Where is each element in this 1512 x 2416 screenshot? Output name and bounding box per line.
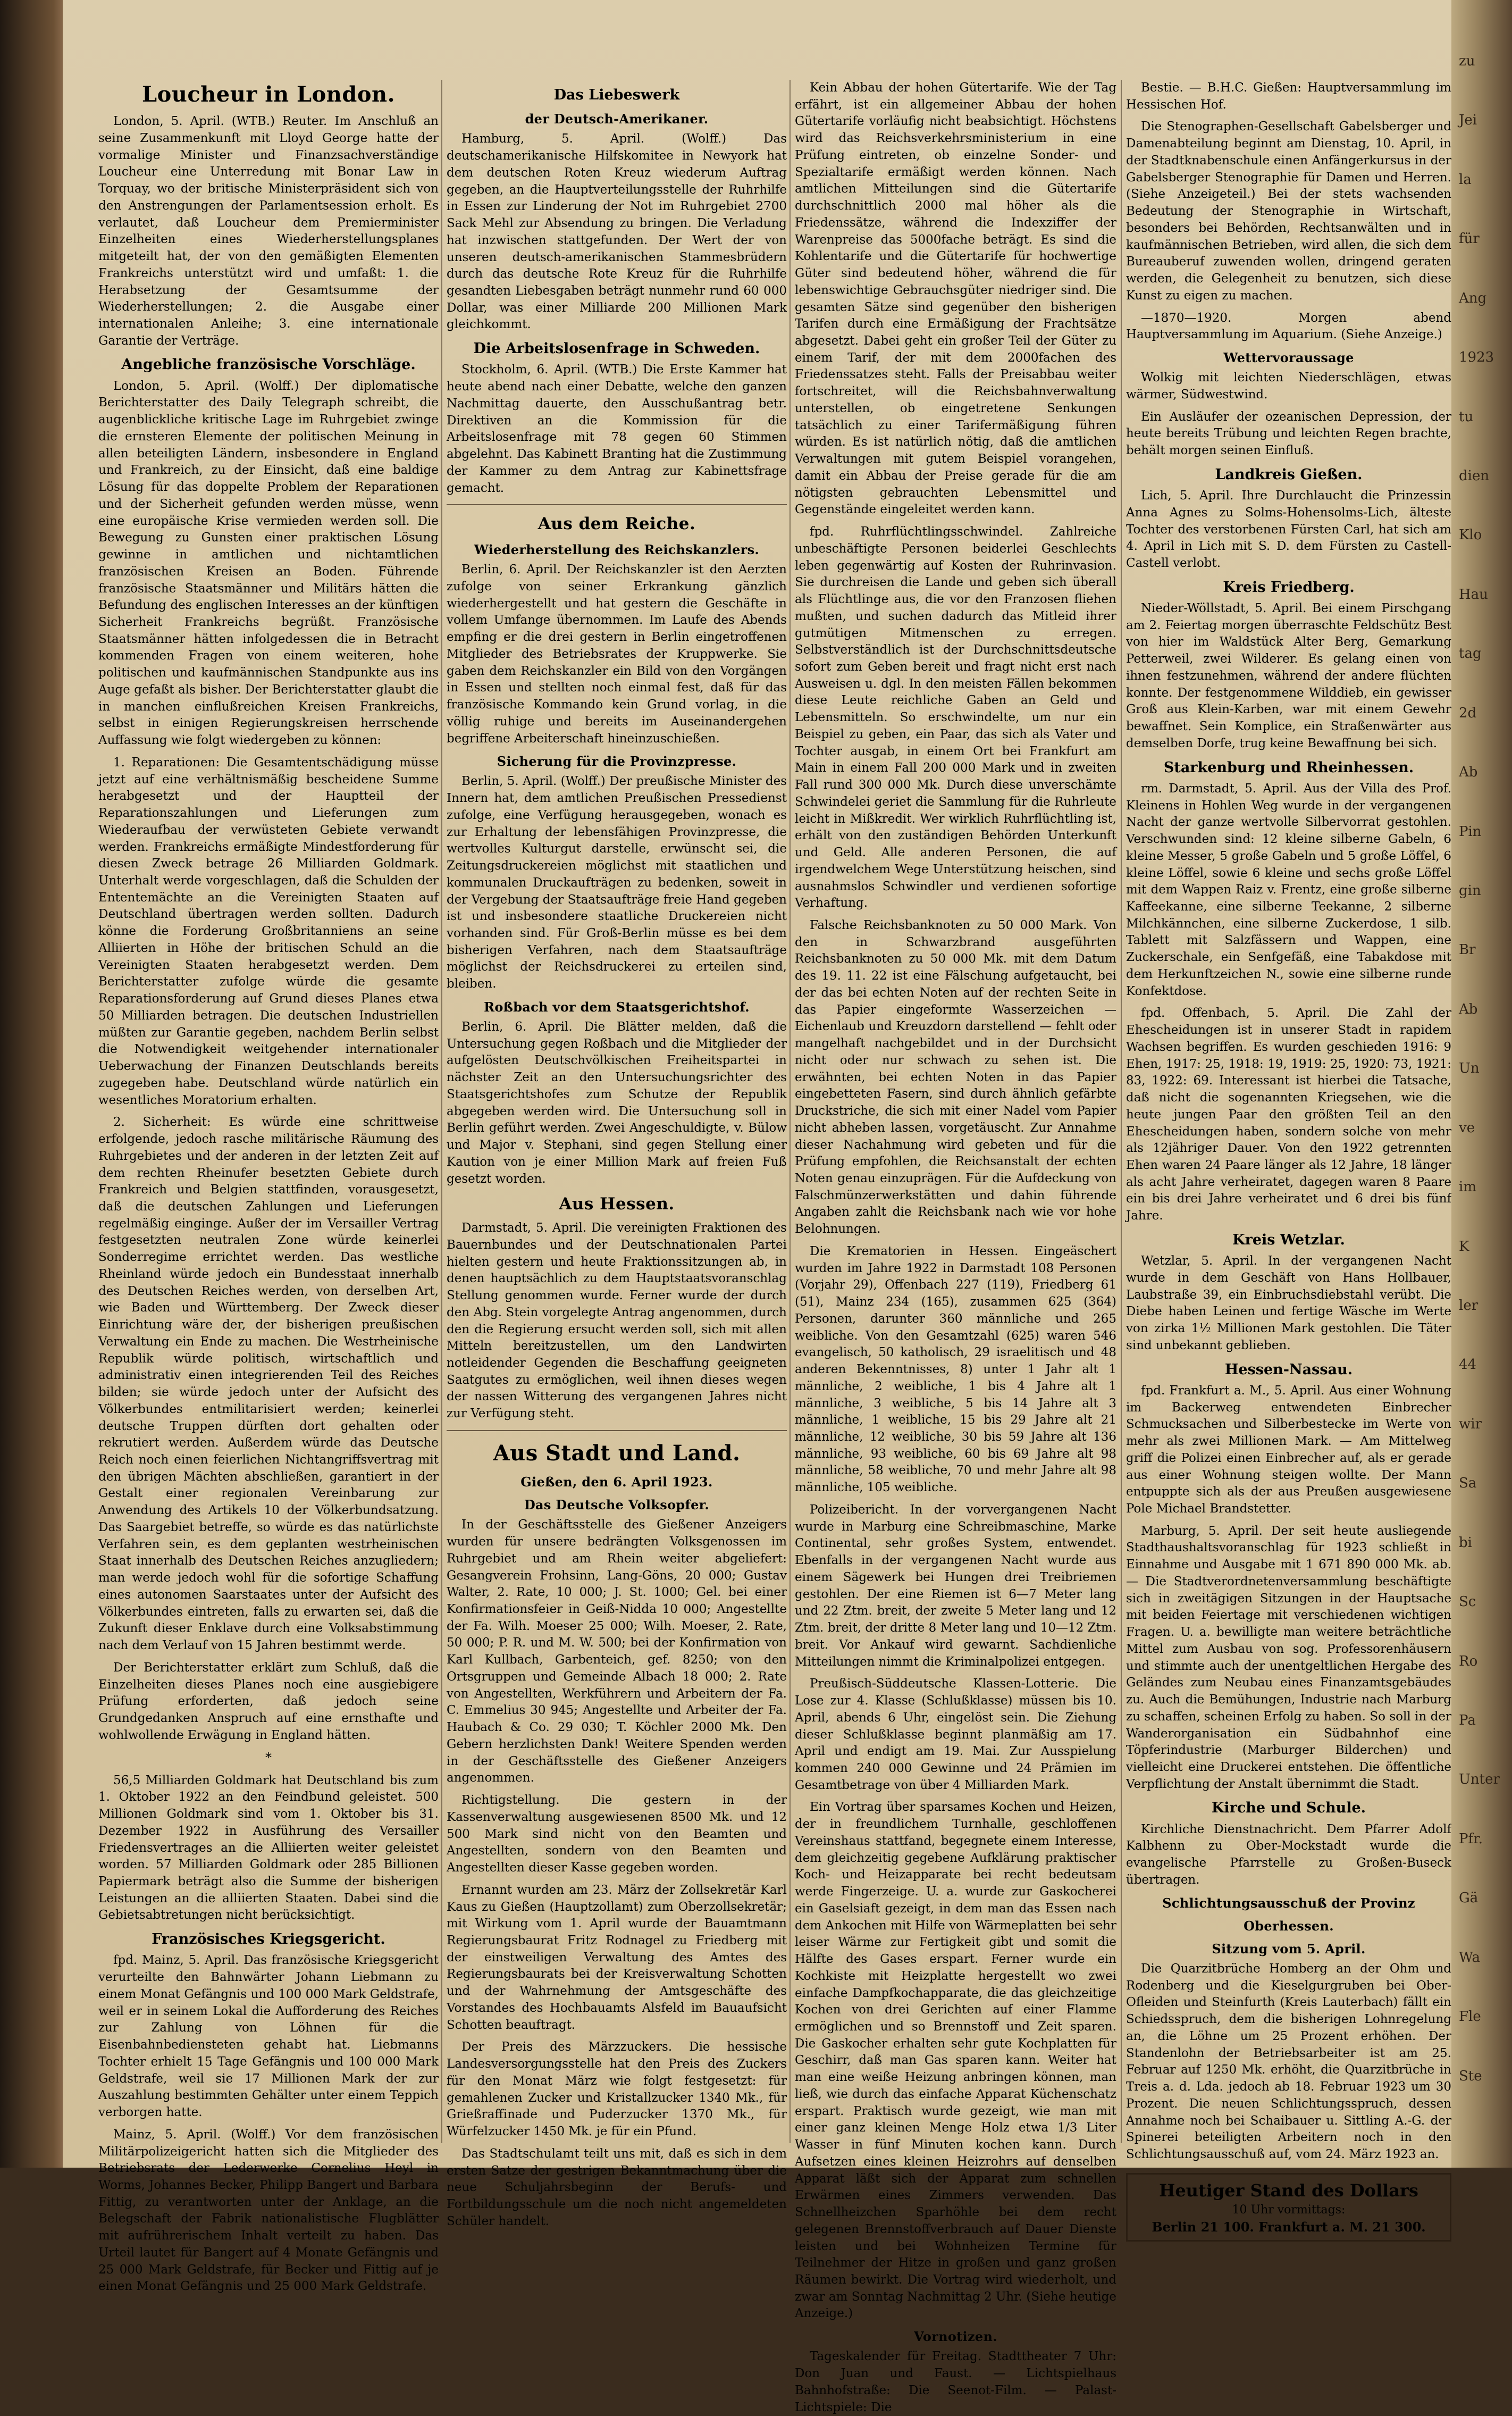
subheadline: Sicherung für die Provinzpresse. [497,754,737,770]
article-paragraph: fpd. Offenbach, 5. April. Die Zahl der Ehescheidungen ist in unserer Stadt in rapidem Wachsen begriffen. Es wurden geschieden 1916: 9 Ehen, 1917: 25, 1918: 19, 1919: 25, 1920: 73, 1921: 83, 1922: 69. Interessant ist hierbei die Tatsache, daß nicht die sogenannten Kriegsehen, wie die heute jungen Paar den größten Teil an den Ehescheidungen haben, sondern solche von mehr als 12jähriger Dauer. Von den 1922 getrennten Ehen waren 24 Paare länger als 12 Jahre, 18 länger als acht Jahre verheiratet, dagegen waren 8 Paare ein bis drei Jahre verheiratet und 6 drei bis fünf Jahre. [1126,1006,1451,1223]
article-paragraph: Der Preis des Märzzuckers. Die hessische Landesversorgungsstelle hat den Preis des Zuckers für den Monat März wie folgt festgesetzt: für gemahlenen Zucker und Kristallzucker 1340 Mk., für Grießraffinade und Puderzucker 1370 Mk., für Würfelzucker 1450 Mk. je für ein Pfund. [447,2040,787,2139]
headline: Kreis Wetzlar. [1232,1231,1345,1248]
article-paragraph: Preußisch-Süddeutsche Klassen-Lotterie. Die Lose zur 4. Klasse (Schlußklasse) müssen bis 10. April, abends 6 Uhr, eingelöst sein. Die Ziehung dieser Schlußklasse beginnt planmäßig am 17. April und endigt am 19. Mai. Zur Ausspielung kommen 240 000 Gewinne und 24 Prämien im Gesamtbetrage von über 4 Milliarden Mark. [795,1677,1116,1792]
article-paragraph: fpd. Ruhrflüchtlingsschwindel. Zahlreiche unbeschäftigte Personen beiderlei Geschlechts leben gegenwärtig auf Kosten der Ruhrinvasion. Sie durchreisen die Lande und geben sich überall als Flüchtlinge aus, die vor den Franzosen fliehen mußten, und suchen dadurch das Mitleid ihrer gutmütigen Mitmenschen zu erregen. Selbstverständlich ist der Durchschnittsdeutsche sofort zum Geben bereit und fragt nicht erst nach Ausweisen u. dgl. In den meisten Fällen bekommen diese Leute reichliche Gaben an Geld und Lebensmitteln. So erschwindelte, um nur ein Beispiel zu geben, ein Paar, das sich als Vater und Tochter ausgab, in einem Ort bei Frankfurt am Main in einem Fall 200 000 Mark und in zweiten Fall rund 300 000 Mk. Durch diese unverschämte Schwindelei geriet die Sammlung für die Ruhrleute leicht in Mißkredit. Wer wirklich Ruhrflüchtling ist, erhält von den zuständigen Behörden Unterkunft und Geld. Alle anderen Personen, die auf irgendwelchem Wege Unterstützung heischen, sind ausnahmslos Schwindler und verdienen sofortige Verhaftung. [795,525,1116,910]
edge-text-fragment: bi [1459,1534,1472,1551]
article-paragraph: Richtigstellung. Die gestern in der Kassenverwaltung ausgewiesenen 8500 Mk. und 12 500 Mark sind nicht von den Beamten und Angestellten, sondern von den Beamten und Angestellten dieser Kasse gegeben worden. [447,1793,787,1875]
book-binding [0,0,63,2168]
edge-text-fragment: Unter [1459,1771,1500,1788]
article-paragraph: London, 5. April. (Wolff.) Der diplomatische Berichterstatter des Daily Telegraph schreibt, die augenblickliche kritische Lage im Ruhrgebiet zwinge die ernsteren Elemente der politischen Meinung in allen beteiligten Ländern, insbesondere in England und Frankreich, zu der Einsicht, daß eine baldige Lösung für das doppelte Problem der Reparationen und der Sicherheit gefunden werden müsse, wenn eine europäische Krise vermieden werden soll. Die Bewegung zu Gunsten einer praktischen Lösung gewinne in amtlichen und nichtamtlichen französischen Kreisen an Boden. Führende französische Staatsmänner und Militärs hätten die Befundung des englischen Interesses an der künftigen Sicherheit Frankreichs begrüßt. Französische Staatsmänner hätten infolgedessen die in Betracht kommenden Fragen von einem weiteren, hohe politischen und kaufmännischen Standpunkte aus ins Auge gefaßt als bisher. Der Berichterstatter glaubt die in manchen einflußreichen Kreisen Frankreichs, selbst in einigen Regierungskreisen herrschende Auffassung wie folgt wiedergeben zu können: [98,379,439,748]
edge-text-fragment: ler [1459,1298,1479,1314]
subheadline: Oberhessen. [1244,1918,1334,1934]
edge-text-fragment: 1923 [1459,349,1494,366]
column-4 [1126,80,1451,2235]
article-paragraph: Lich, 5. April. Ihre Durchlaucht die Prinzessin Anna Agnes zu Solms-Hohensolms-Lich, älteste Tochter des verstorbenen Fürsten Carl, hat sich am 4. April in Lich mit S. D. dem Fürsten zu Castell-Castell verlobt. [1126,489,1451,570]
edge-text-fragment: la [1459,171,1472,188]
article-paragraph: Kirchliche Dienstnachricht. Dem Pfarrer Adolf Kalbhenn zu Ober-Mockstadt wurde die evangelische Pfarrstelle zu Großen-Buseck übertragen. [1126,1822,1451,1887]
edge-text-fragment: für [1459,231,1480,247]
edge-text-fragment: Ab [1459,764,1478,781]
article-paragraph: Nieder-Wöllstadt, 5. April. Bei einem Pirschgang am 2. Feiertag morgen überraschte Feldschütz Best von hier im Waldstück Alter Berg, Gemarkung Petterweil, zwei Wilderer. Es gelang einen von ihnen festzunehmen, während der andere flüchten konnte. Der festgenommene Wilddieb, ein gewisser Groß aus Klein-Karben, war mit einem Gewehr bewaffnet. Sein Komplice, ein Straßenwärter aus demselben Dorfe, trug keine Bewaffnung bei sich. [1126,601,1451,750]
column-1 [98,80,439,2294]
article-paragraph: Wolkig mit leichten Niederschlägen, etwas wärmer, Südwestwind. [1126,371,1451,402]
subheadline: Wettervoraussage [1223,350,1354,366]
subheadline: Sitzung vom 5. April. [1212,1941,1366,1957]
dollar-rate-title: Heutiger Stand des Dollars [1159,2180,1418,2201]
headline: Starkenburg und Rheinhessen. [1163,759,1414,776]
column-rule [1121,80,1122,2143]
headline: Das Liebeswerk [553,87,680,103]
edge-text-fragment: dien [1459,468,1490,484]
headline: Kreis Friedberg. [1223,579,1355,596]
article-paragraph: Stockholm, 6. April. (WTB.) Die Erste Kammer hat heute abend nach einer Debatte, welche den ganzen Nachmittag dauerte, den Ausschußantrag betr. Direktiven an die Kommission für die Arbeitslosenfrage mit 78 gegen 60 Stimmen abgelehnt. Das Kabinett Branting hat die Zustimmung der Kammer zu dem Antrag zur Kabinettsfrage gemacht. [447,363,787,495]
edge-text-fragment: Pfr. [1459,1830,1483,1847]
article-paragraph: Berlin, 5. April. (Wolff.) Der preußische Minister des Innern hat, dem amtlichen Preußischen Pressedienst zufolge, eine Verfügung herausgegeben, wonach es zur Erhaltung der lebensfähigen Provinzpresse, die wertvolles Kulturgut darstelle, erwünscht sei, die Zeitungsdruckereien möglichst mit staatlichen und kommunalen Druckaufträgen zu bedenken, soweit in der Vergebung der Staatsaufträge freie Hand gegeben ist und insbesondere staatliche Druckereien nicht vorhanden sind. Für Groß-Berlin müsse es bei dem bisherigen Verfahren, nach dem Staatsaufträge möglichst der Reichsdruckerei zu erteilen sind, bleiben. [447,774,787,991]
edge-text-fragment: Gä [1459,1890,1479,1907]
edge-text-fragment: Wa [1459,1949,1480,1966]
article-paragraph: —1870—1920. Morgen abend Hauptversammlung im Aquarium. (Siehe Anzeige.) [1126,311,1451,342]
edge-text-fragment: wir [1459,1416,1482,1432]
section-title: Aus Stadt und Land. [493,1440,741,1466]
article-paragraph: Die Stenographen-Gesellschaft Gabelsberger und Damenabteilung beginnt am Dienstag, 10. April, in der Stadtknabenschule einen Anfängerkursus in der Gabelsberger Stenographie für Damen und Herren. (Siehe Anzeigeteil.) Bei der stets wachsenden Bedeutung der Stenographie in Wirtschaft, besonders bei Behörden, Rechtsanwälten und in kaufmännischen Betrieben, wird allen, die sich dem Bureauberuf zuwenden wollen, dringend geraten werden, die Gelegenheit zu benutzen, sich diese Kunst zu eigen zu machen. [1126,120,1451,303]
article-paragraph: Der Berichterstatter erklärt zum Schluß, daß die Einzelheiten dieses Planes noch eine ausgiebigere Prüfung erforderten, daß jedoch seine Grundgedanken Anspruch auf eine ernsthafte und wohlwollende Erwägung in England hätten. [98,1660,439,1742]
edge-text-fragment: Ste [1459,2068,1482,2084]
section-divider [447,1430,787,1431]
article-paragraph: Berlin, 6. April. Der Reichskanzler ist den Aerzten zufolge von seiner Erkrankung gänzlich wiederhergestellt und hat gestern die Geschäfte in vollem Umfange übernommen. Im Laufe des Abends empfing er die drei gestern in Berlin eingetroffenen Mitglieder des Betriebsrates der Kruppwerke. Sie gaben dem Reichskanzler ein Bild von den Vorgängen in Essen und stellten noch einmal fest, daß für das französische Kommando kein Grund vorlag, in die völlig ruhige und bereits im Auseinandergehen begriffene Arbeiterschaft hineinzuschießen. [447,563,787,746]
article-paragraph: Wetzlar, 5. April. In der vergangenen Nacht wurde in dem Geschäft von Hans Hollbauer, Laubstraße 39, ein Einbruchsdiebstahl verübt. Die Diebe haben Leinen und fertige Wäsche im Werte von zirka 1½ Millionen Mark gestohlen. Die Täter sind unbekannt geblieben. [1126,1254,1451,1352]
edge-text-fragment: Ang [1459,290,1487,306]
edge-text-fragment: Ab [1459,1001,1478,1017]
subheadline: der Deutsch-Amerikaner. [525,111,709,127]
article-paragraph: Falsche Reichsbanknoten zu 50 000 Mark. Von den in Schwarzbrand ausgeführten Reichsbanknoten zu 50 000 Mk. mit dem Datum des 19. 11. 22 ist eine Fälschung aufgetaucht, bei der das bei echten Noten auf der rechten Seite in das Papier eingeformte Wasserzeichen — Eichenlaub und Kreuzdorn darstellend — fehlt oder mangelhaft nachgebildet und in der Durchsicht nicht oder nur schwach zu sehen ist. Die erwähnten, bei echten Noten in das Papier eingebetteten Fasern, sind durch ähnlich gefärbte Druckstriche, die sich mit einer Nadel vom Papier nicht abheben lassen, vorgetäuscht. Zur Annahme dieser Nachahmung wird gebeten und für die Prüfung empfohlen, die Reichsanstalt der echten Noten genau einzuprägen. Für die Aufdeckung von Falschmünzerwerkstätten und dahin führende Angaben zahlt die Reichsbank nach wie vor hohe Belohnungen. [795,918,1116,1236]
edge-text-fragment: Pin [1459,823,1482,840]
section-divider [447,504,787,505]
dateline: Gießen, den 6. April 1923. [520,1474,713,1490]
column-rule [789,80,791,2143]
edge-text-fragment: zu [1459,53,1475,69]
article-paragraph: fpd. Frankfurt a. M., 5. April. Aus einer Wohnung im Backerweg entwendeten Einbrecher Schmucksachen und Silberbestecke im Werte von mehr als zwei Millionen Mark. — Am Mittelweg griff die Polizei einen Einbrecher auf, als er gerade aus einer Wohnung steigen wollte. Der Mann entpuppte sich als der aus Preußen ausgewiesene Pole Michael Brandstetter. [1126,1383,1451,1516]
article-paragraph: fpd. Mainz, 5. April. Das französische Kriegsgericht verurteilte den Bahnwärter Johann Liebmann zu einem Monat Gefängnis und 100 000 Mark Geldstrafe, weil er in seinem Lokal die Aufforderung des Reiches zur Zahlung von Löhnen für die Eisenbahnbediensteten gehabt hat. Liebmanns Tochter erhielt 15 Tage Gefängnis und 100 000 Mark Geldstrafe, weil sie 17 Millionen Mark der zur Auszahlung bestimmten Gehälter unter einem Teppich verborgen hatte. [98,1953,439,2120]
edge-text-fragment: Pa [1459,1712,1476,1728]
edge-text-fragment: Sc [1459,1594,1476,1610]
edge-text-fragment: Klo [1459,527,1482,544]
headline: Kirche und Schule. [1211,1800,1366,1817]
edge-text-fragment: Br [1459,942,1476,958]
subheadline: Schlichtungsausschuß der Provinz [1162,1895,1415,1911]
article-paragraph: Marburg, 5. April. Der seit heute ausliegende Stadthaushaltsvoranschlag für 1923 schließt in Einnahme und Ausgabe mit 1 671 890 000 Mk. ab. — Die Stadtverordnetenversammlung beschäftigte sich in zweitägigen Sitzungen in der Hauptsache mit beiden Feiertage mit verschiedenen wichtigen Fragen. U. a. bewilligte man weitere beträchtliche Mittel zum Ausbau von sog. Professorenhäusern und stimmte auch der unentgeltlichen Hergabe des Geländes zum Neubau eines Finanzamtsgebäudes zu. Auch die Bemühungen, Industrie nach Marburg zu schaffen, scheinen Erfolg zu haben. So soll in der Wanderorganisation ein Südbahnhof eine Töpferindustrie (Marburger Bilderchen) und vielleicht eine Druckerei entstehen. Die öffentliche Verpflichtung der Anstalt übernimmt die Stadt. [1126,1524,1451,1791]
edge-text-fragment: ve [1459,1119,1475,1136]
article-paragraph: 2. Sicherheit: Es würde eine schrittweise erfolgende, jedoch rasche militärische Räumung des Ruhrgebietes und der anderen in der letzten Zeit auf dem rechten Rheinufer besetzten Gebiete durch Frankreich und Belgien stattfinden, vorausgesetzt, daß die deutschen Zahlungen und Lieferungen regelmäßig einginge. Außer der im Versailler Vertrag festgesetzten neutralen Zone würde keinerlei Sonderregime errichtet werden. Das westliche Rheinland würde jedoch ein Bundesstaat innerhalb des Deutschen Reiches werden, von derselben Art, wie Baden und Württemberg. Der Zweck dieser Einrichtung wäre der, der bisherigen preußischen Verwaltung ein Ende zu machen. Die Westrheinische Republik würde politisch, wirtschaftlich und administrativ einen integrierenden Teil des Reiches bilden; sie würde jedoch unter der Aufsicht des Völkerbundes entmilitarisiert werden; keinerlei deutsche Truppen dürften dort gehalten oder rekrutiert werden. Außerdem würde das Deutsche Reich noch einen feierlichen Nichtangriffsvertrag mit den übrigen Mächten abschließen, garantiert in der Gestalt einer regionalen Vereinbarung zur Anwendung des Artikels 10 der Völkerbundsatzung. Das Saargebiet betreffe, so würde es das natürlichste Verfahren sein, es dem geplanten westrheinischen Staat innerhalb des Deutschen Reiches anzugliedern; man werde jedoch wohl für die sofortige Schaffung eines autonomen Saarstaates unter der Aufsicht des Völkerbundes eintreten, falls zu erwarten sei, daß die Zukunft dieser Enklave durch eine Volksabstimmung nach dem Verlauf von 15 Jahren bestimmt werde. [98,1115,439,1653]
column-rule [441,80,442,2143]
headline: Landkreis Gießen. [1215,466,1363,483]
edge-text-fragment: 2d [1459,705,1477,721]
article-paragraph: In der Geschäftsstelle des Gießener Anzeigers wurden für unsere bedrängten Volksgenossen im Ruhrgebiet und am Rhein weiter abgeliefert: Gesangverein Frohsinn, Lang-Göns, 20 000; Gustav Walter, 2. Rate, 10 000; J. St. 1000; Gel. bei einer Konfirmationsfeier in Geiß-Nidda 10 000; Angestellte der Fa. Wilh. Moeser 25 000; Wilh. Moeser, 2. Rate, 50 000; P. R. und M. W. 500; bei der Konfirmation von Karl Kullbach, Garbenteich, gef. 8250; von den Ortsgruppen und Gemeinde Albach 18 000; 2. Rate von Angestellten, Werkführern und Arbeitern der Fa. C. Emmelius 30 945; Angestellte und Arbeiter der Fa. Haubach & Co. 29 030; T. Köchler 2000 Mk. Den Gebern herzlichsten Dank! Weitere Spenden werden in der Geschäftsstelle des Gießener Anzeigers angenommen. [447,1518,787,1785]
headline: Loucheur in London. [141,82,396,107]
article-paragraph: Ein Ausläufer der ozeanischen Depression, der heute bereits Trübung und leichten Regen brachte, behält morgen seinen Einfluß. [1126,409,1451,458]
article-paragraph: Polizeibericht. In der vorvergangenen Nacht wurde in Marburg eine Schreibmaschine, Marke Continental, sehr großes System, entwendet. Ebenfalls in der vergangenen Nacht wurde aus einem Sägewerk bei Hungen drei Treibriemen gestohlen. Der eine Riemen ist 6—7 Meter lang und 22 Ztm. breit, der zweite 5 Meter lang und 12 Ztm. breit, der dritte 8 Meter lang und 10—12 Ztm. breit. Vor Ankauf wird gewarnt. Sachdienliche Mitteilungen nimmt die Kriminalpolizei entgegen. [795,1502,1116,1669]
headline: Die Arbeitslosenfrage in Schweden. [473,340,760,357]
dollar-rate-values: Berlin 21 100. Frankfurt a. M. 21 300. [1152,2219,1426,2235]
article-paragraph: London, 5. April. (WTB.) Reuter. Im Anschluß an seine Zusammenkunft mit Lloyd George hatte der vormalige Minister und Finanzsachverständige Loucheur eine Unterredung mit Bonar Law in Torquay, wo der britische Ministerpräsident sich von den Anstrengungen der Parlamentsession erholt. Es verlautet, daß Loucheur dem Premierminister Einzelheiten eines Wiederherstellungsplanes mitgeteilt hat, der von den gemäßigten Elementen Frankreichs unterstützt wird und umfaßt: 1. die Herabsetzung der Gesamtsumme der Wiederherstellungen; 2. die Ausgabe einer internationalen Anleihe; 3. eine internationale Garantie der Verträge. [98,114,439,348]
headline: Französisches Kriegsgericht. [152,1931,385,1948]
edge-text-fragment: Ro [1459,1653,1478,1669]
edge-text-fragment: K [1459,1238,1469,1255]
dollar-rate-time: 10 Uhr vormittags: [1232,2203,1346,2217]
article-paragraph: 1. Reparationen: Die Gesamtentschädigung müsse jetzt auf eine verhältnismäßig bescheidene Summe herabgesetzt und der Hauptteil der Reparationszahlungen und Lieferungen zum Wiederaufbau der verwüsteten Gebiete verwandt werden. Frankreichs ermäßigte Mindestforderung für diesen Zweck betrage 26 Milliarden Goldmark. Unterhalt werde vorgeschlagen, daß die Schulden der Ententemächte an die Vereinigten Staaten auf Deutschland übertragen werden sollten. Dadurch könne die Forderung Großbritanniens an seine Alliierten in Höhe der britischen Schuld an die Vereinigten Staaten herabgesetzt werden. Dem Berichterstatter zufolge würde die gesamte Reparationsforderung auf Grund dieses Planes etwa 50 Milliarden betragen. Die deutschen Industriellen müßten zur Garantie gegeben, nachdem Berlin selbst die Notwendigkeit weitgehender internationaler Ueberwachung der Finanzen Deutschlands bereits zugegeben habe. Deutschland würde natürlich ein wesentliches Moratorium erhalten. [98,755,439,1107]
subheadline: Vornotizen. [914,2329,997,2345]
section-title: Aus Hessen. [559,1194,675,1214]
headline: Hessen-Nassau. [1224,1361,1353,1378]
article-paragraph: Das Stadtschulamt teilt uns mit, daß es sich in dem ersten Satze der gestrigen Bekanntmachung über die neue Schuljahrsbeginn der Berufs- und Fortbildungsschule um die noch nicht angemeldeten Schüler handelt. [447,2146,787,2228]
article-paragraph: Bestie. — B.H.C. Gießen: Hauptversammlung im Hessischen Hof. [1126,81,1451,112]
edge-text-fragment: Un [1459,1060,1480,1077]
subheadline: Roßbach vor dem Staatsgerichtshof. [484,999,750,1015]
edge-text-fragment: gin [1459,883,1481,899]
article-paragraph: Tageskalender für Freitag. Stadttheater 7 Uhr: Don Juan und Faust. — Lichtspielhaus Bahnhofstraße: Die Seenot-Film. — Palast-Lichtspiele: Die [795,2350,1116,2414]
article-paragraph: Darmstadt, 5. April. Die vereinigten Fraktionen des Bauernbundes und der Deutschnationalen Partei hielten gestern und heute Fraktionssitzungen ab, in denen hauptsächlich zu dem Hauptstaatsvoranschlag Stellung genommen wurde. Ferner wurde der durch den Abg. Stein vorgelegte Antrag angenommen, durch den die Regierung ersucht werden soll, sich mit allen Mitteln bereitzustellen, um den Landwirten notleidender Gegenden die Beschaffung geeigneten Saatgutes zu ermöglichen, weil ihnen dieses wegen der nassen Witterung des vergangenen Jahres nicht zur Verfügung steht. [447,1221,787,1421]
column-2 [447,80,787,2228]
article-paragraph: 56,5 Milliarden Goldmark hat Deutschland bis zum 1. Oktober 1922 an den Feindbund geleistet. 500 Millionen Goldmark sind vom 1. Oktober bis 31. Dezember 1922 in Ausführung des Versailler Friedensvertrages an die Alliierten weiter geleistet worden. 57 Milliarden Goldmark oder 285 Billionen Papiermark beträgt also die Summe der bisherigen Leistungen an die alliierten Staaten. Dabei sind die Gebietsabtretungen nicht berücksichtigt. [98,1773,439,1922]
edge-text-fragment: tu [1459,408,1474,425]
edge-text-fragment: Sa [1459,1475,1477,1492]
edge-text-fragment: Jei [1459,112,1477,129]
edge-text-fragment: 44 [1459,1357,1477,1373]
edge-text-fragment: tag [1459,646,1482,662]
edge-text-fragment: Hau [1459,586,1488,603]
article-paragraph: Ein Vortrag über sparsames Kochen und Heizen, der in freundlichem Turnhalle, geschloffenen Vereinshaus stattfand, begegnete einem Interesse, dem gleichzeitig gegebene Aufklärung praktischer Koch- und Heizapparate bei recht bedeutsam werde Fingerzeige. U. a. wurde zur Gaskocherei ein Gaselsiaft gezeigt, in dem man das Essen nach dem Ankochen mit Hilfe von Wärmeplatten bei sehr leiser Wärme zur Fertigkeit gibt und somit die Hälfte des Gases erspart. Ferner wurde ein Kochkiste mit Heizplatte hergestellt wo zwei einfache Dampfkochapparate, die das gleichzeitige Kochen von drei Gerichten auf einer Flamme ermöglichen und so Brennstoff und Zeit sparen. Die Gaskocher erhalten sehr gute Kochplatten für Geschirr, daß man Gas sparen kann. Weiter hat man eine weiße Heizung anbringen können, man ließ, wie durch das einfache Apparat Küchenschatz erspart. Praktisch wurde gezeigt, wie man mit einer ganz kleinen Menge Holz etwa 1/3 Liter Wasser in fünf Minuten kochen kann. Durch Aufsetzen eines kleinen Heizrohrs auf denselben Apparat läßt sich der Apparat zum schnellen Erwärmen eines Zimmers verwenden. Das Schnellheizchen Sparhöhle bei dem recht gelegenen Brennstoffverbrauch auf Dauer Dienste leisten und bei Wohnheizen Termine für Teilnehmer der Hitze in großen und ganz großen Räumen bewirkt. Die Vortrag wird wiederholt, und zwar am Sonntag Nachmittag 2 Uhr. (Siehe heutige Anzeige.) [795,1800,1116,2321]
edge-text-fragment: im [1459,1179,1476,1196]
article-paragraph: Hamburg, 5. April. (Wolff.) Das deutschamerikanische Hilfskomitee in Newyork hat dem deutschen Roten Kreuz wiederum Auftrag gegeben, an die Hauptverteilungsstelle der Ruhrhilfe in Essen zur Linderung der Not im Ruhrgebiet 2700 Sack Mehl zur Absendung zu bringen. Die Verladung hat inzwischen stattgefunden. Der Wert der von unseren deutsch-amerikanischen Stammesbrüdern durch das deutsche Rote Kreuz für die Ruhrhilfe gesandten Liebesgaben beträgt nunmehr rund 60 000 Dollar, was einer Milliarde 200 Millionen Mark gleichkommt. [447,132,787,332]
subheadline: Wiederherstellung des Reichskanzlers. [474,542,760,558]
article-paragraph: Kein Abbau der hohen Gütertarife. Wie der Tag erfährt, ist ein allgemeiner Abbau der hohen Gütertarife vorläufig nicht beabsichtigt. Höchstens wird das Reichsverkehrsministerium in eine Prüfung eintreten, ob einzelne Sonder- und Spezialtarife ermäßigt werden können. Nach amtlichen Mitteilungen sind die Gütertarife durchschnittlich 2000 mal höher als die Friedenssätze, während die Indexziffer der Warenpreise das 5000fache beträgt. Es sind die Kohlentarife und die Gütertarife für hochwertige Güter sind bedeutend höher, während die für lebenswichtige Gebrauchsgüter niedriger sind. Die gesamten Sätze sind gegenüber den bisherigen Tarifen durch eine Ermäßigung der Frachtsätze abgesetzt. Dabei geht ein großer Teil der Güter zu einem Tarif, der mit dem 2000fachen des Friedenssatzes steht. Falls der Preisabbau weiter fortschreitet, will die Reichsbahnverwaltung unterstellen, ob eingetretene Senkungen tatsächlich zu einer Tarifermäßigung führen würden. Es ist natürlich nötig, daß die amtlichen Verwaltungen mit gutem Beispiel vorangehen, damit ein Abbau der Preise gerade für die am nötigsten gebrauchten Lebensmittel und Gegenstände eingeleitet werden kann. [795,81,1116,517]
article-paragraph: Die Krematorien in Hessen. Eingeäschert wurden im Jahre 1922 in Darmstadt 108 Personen (Vorjahr 29), Offenbach 227 (119), Friedberg 61 (51), Mainz 234 (165), zusammen 625 (364) Personen, darunter 360 männliche und 265 weibliche. Von den Gesamtzahl (625) waren 546 evangelisch, 50 katholisch, 29 israelitisch und 48 anderen Bekenntnisses, 8) unter 1 Jahr alt 1 männliche, 2 weibliche, 1 bis 4 Jahre alt 1 männliche, 3 weibliche, 5 bis 14 Jahre alt 3 männliche, 1 weibliche, 15 bis 29 Jahre alt 21 männliche, 12 weibliche, 30 bis 59 Jahre alt 136 männliche, 93 weibliche, 60 bis 69 Jahre alt 98 männliche, 58 weibliche, 70 und mehr Jahre alt 98 männliche, 105 weibliche. [795,1244,1116,1495]
article-paragraph: Die Quarzitbrüche Homberg an der Ohm und Rodenberg und die Kieselgurgruben bei Ober-Ofleiden und Steinfurth (Kreis Lauterbach) fällt ein Schiedsspruch, dem die bisherigen Lohnregelung an, die Löhne um 25 Prozent erhöhen. Der Standenlohn der Betriebsarbeiter ist am 25. Februar auf 1250 Mk. erhöht, die Quarzitbrüche in Treis a. d. Lda. jedoch ab 18. Februar 1923 um 30 Prozent. Die neuen Schlichtungsspruch, dessen Annahme noch bei Schaibauer u. Sittling A.-G. der Spinerei beteiligten Arbeitern noch in den Schlichtungsausschuß auf, vom 24. März 1923 an. [1126,1961,1451,2162]
article-paragraph: rm. Darmstadt, 5. April. Aus der Villa des Prof. Kleinens in Hohlen Weg wurde in der vergangenen Nacht der ganze wertvolle Silbervorrat gestohlen. Verschwunden sind: 12 kleine silberne Gabeln, 6 kleine Messer, 5 große Gabeln und 5 große Löffel, 6 kleine Löffel, sowie 6 kleine und sechs große Löffel mit dem Wappen Raiz v. Frentz, eine große silberne Kaffeekanne, eine silberne Teekanne, 2 silberne Milchkännchen, eine silberne Zuckerdose, 1 silb. Tablett mit Salzfässern und Wappen, eine Zuckerschale, ein Senfgefäß, eine Tabakdose mit dem Herkunftzeichen N., sowie eine silberne runde Konfektdose. [1126,781,1451,998]
article-paragraph: Berlin, 6. April. Die Blätter melden, daß die Untersuchung gegen Roßbach und die Mitglieder der aufgelösten Deutschvölkischen Freiheitspartei in nächster Zeit an den Untersuchungsrichter des Staatsgerichtshofes zum Schutze der Republik abgegeben werden wird. Die Untersuchung soll in Berlin geführt werden. Zwei Angeschuldigte, v. Bülow und Major v. Stephani, sind gegen Stellung einer Kaution von je einer Million Mark auf freien Fuß gesetzt worden. [447,1020,787,1186]
article-paragraph: Mainz, 5. April. (Wolff.) Vor dem französischen Militärpolizeigericht hatten sich die Mitglieder des Betriebsrats der Lederwerke Cornelius Heyl in Worms, Johannes Becker, Philipp Bangert und Barbara Fittig, zu verantworten unter der Anklage, an die Belegschaft der Fabrik nationalistische Flugblätter mit aufrührerischem Inhalt verteilt zu haben. Das Urteil lautet für Bangert auf 4 Monate Gefängnis und 25 000 Mark Geldstrafe, für Becker und Fittig auf je einen Monat Gefängnis und 25 000 Mark Geldstrafe. [98,2127,439,2294]
section-title: Aus dem Reiche. [537,514,696,534]
subheadline: Das Deutsche Volksopfer. [524,1497,710,1513]
headline: Angebliche französische Vorschläge. [121,356,416,373]
column-3 [795,80,1116,2414]
asterisk-divider: * [265,1750,272,1766]
article-paragraph: Ernannt wurden am 23. März der Zollsekretär Karl Kaus zu Gießen (Hauptzollamt) zum Oberzollsekretär; mit Wirkung vom 1. April wurde der Bauamtmann Regierungsbaurat Fritz Rodnagel zu Friedberg mit der einstweiligen Verwaltung des Amtes des Regierungsbaurats bei der Kreisverwaltung Schotten und der Wahrnehmung der Amtsgeschäfte des Vorstandes des Hochbauamts Alsfeld im Bauaufsicht Schotten beauftragt. [447,1883,787,2032]
dollar-rate-box [1126,2173,1451,2242]
adjacent-page-edge [1451,0,1512,2168]
edge-text-fragment: Fle [1459,2009,1481,2025]
